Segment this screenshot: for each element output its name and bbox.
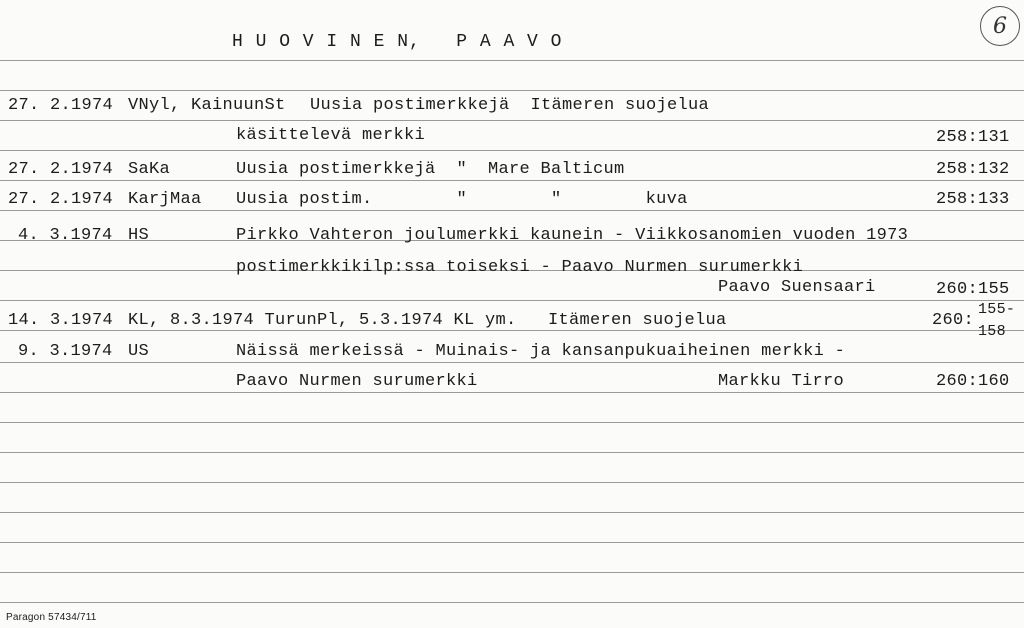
entry-source: HS [128,226,150,245]
entry-date: 27. 2.1974 [8,160,114,179]
rule-line [0,392,1024,393]
entry-text-continued: käsittelevä merkki [236,126,426,145]
rule-line [0,90,1024,91]
entry-date: 4. 3.1974 [18,226,113,245]
entry-date: 9. 3.1974 [18,342,113,361]
entry-text: Pirkko Vahteron joulumerkki kaunein - Viikkosanomien vuoden 1973 [236,226,909,245]
entry-text-continued: Paavo Nurmen surumerkki [236,372,478,391]
entry-reference: 258:132 [936,160,1010,179]
rule-line [0,572,1024,573]
entry-reference: 258:133 [936,190,1010,209]
entry-reference: 260:160 [936,372,1010,391]
rule-line [0,362,1024,363]
entry-reference: 260:155 [936,280,1010,299]
entry-reference-range-start: 155- [978,301,1016,318]
card-title: H U O V I N E N, P A A V O [232,32,563,52]
rule-line [0,120,1024,121]
printer-imprint: Paragon 57434/711 [6,612,97,623]
entry-reference-range-end: 158 [978,323,1006,340]
rule-line [0,422,1024,423]
rule-line [0,60,1024,61]
rule-line [0,482,1024,483]
rule-line [0,452,1024,453]
entry-reference: 258:131 [936,128,1010,147]
entry-date: 27. 2.1974 [8,190,114,209]
rule-line [0,300,1024,301]
rule-line [0,210,1024,211]
entry-source: KarjMaa [128,190,202,209]
entry-source: US [128,342,150,361]
entry-date: 27. 2.1974 [8,96,114,115]
entry-text: Itämeren suojelua [548,311,727,330]
rule-line [0,602,1024,603]
entry-text: Uusia postimerkkejä Itämeren suojelua [310,96,710,115]
entry-author: Markku Tirro [718,372,845,391]
entry-text: Uusia postimerkkejä " Mare Balticum [236,160,625,179]
rule-line [0,180,1024,181]
entry-reference: 260: [932,311,975,330]
entry-source: KL, 8.3.1974 TurunPl, 5.3.1974 KL ym. [128,311,517,330]
entry-source: SaKa [128,160,171,179]
entry-date: 14. 3.1974 [8,311,114,330]
entry-author: Paavo Suensaari [718,278,876,297]
rule-line [0,150,1024,151]
rule-line [0,512,1024,513]
entry-text-continued: postimerkkikilp:ssa toiseksi - Paavo Nurmen surumerkki [236,258,804,277]
entry-text: Näissä merkeissä - Muinais- ja kansanpukuaiheinen merkki - [236,342,846,361]
entry-text: Uusia postim. " " kuva [236,190,688,209]
entry-source: VNyl, KainuunSt [128,96,286,115]
rule-line [0,542,1024,543]
card-number-circle: 6 [980,6,1020,46]
